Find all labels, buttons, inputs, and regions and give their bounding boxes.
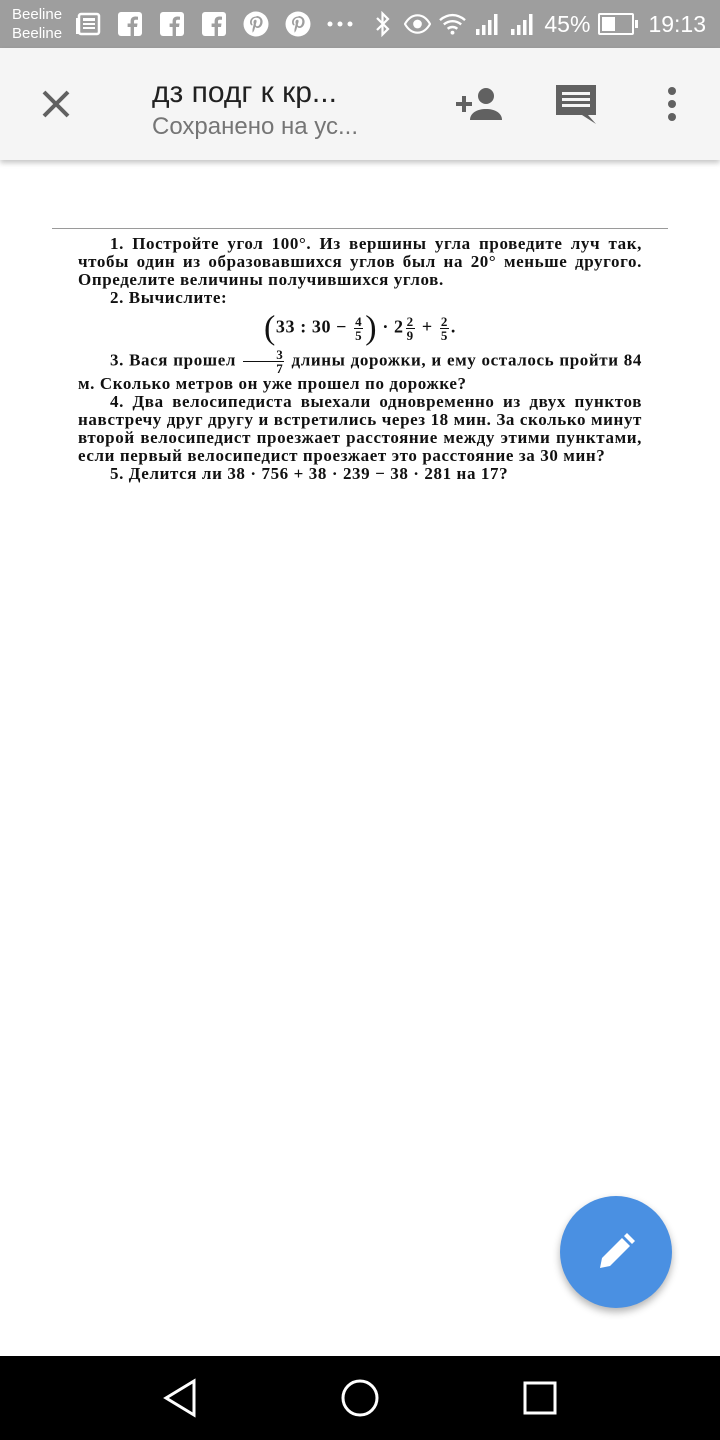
comment-icon <box>554 83 598 125</box>
navigation-bar <box>0 1356 720 1440</box>
news-icon <box>74 11 101 38</box>
share-button[interactable] <box>452 78 508 130</box>
clock: 19:13 <box>648 10 706 37</box>
close-button[interactable] <box>28 76 84 132</box>
document-text <box>52 235 668 483</box>
close-icon <box>41 89 71 119</box>
facebook-icon <box>200 11 227 38</box>
pinterest-icon <box>284 11 311 38</box>
page-top-rule <box>52 228 668 229</box>
document-page <box>52 228 668 483</box>
signal-icon <box>474 11 501 38</box>
fraction-denominator: 5 <box>355 328 363 343</box>
document-title: дз подг к кр... <box>152 76 337 109</box>
more-dots-icon <box>326 11 353 38</box>
task-3 <box>78 348 642 393</box>
add-person-icon <box>456 87 504 121</box>
task-2-formula <box>78 309 642 347</box>
fraction-2-9 <box>406 315 415 342</box>
recents-button[interactable] <box>516 1374 564 1422</box>
facebook-icon <box>116 11 143 38</box>
home-icon <box>340 1378 380 1418</box>
fraction-denominator: 9 <box>406 328 414 343</box>
task-3-end: длины дорожки, и ему осталось пройти 84 м. Сколько метров он уже прошел по дорожке? <box>78 350 642 393</box>
task-2-label: 2. Вычислите: <box>110 288 228 307</box>
signal-icon <box>509 11 536 38</box>
bluetooth-icon <box>369 11 396 38</box>
document-title-block[interactable] <box>152 74 412 142</box>
fraction-numerator: 2 <box>406 314 414 329</box>
task-1: 1. Постройте угол 100°. Из вершины угла проведите луч так, чтобы один из образовавшихся углов был на 20° меньше другого. Определите величины получившихся углов. <box>78 234 642 289</box>
pinterest-icon <box>242 11 269 38</box>
notification-icons <box>74 10 368 38</box>
task-4: 4. Два велосипедиста выехали одновременно из двух пунктов навстречу друг другу и встретились через 18 мин. За сколько минут второй велосипедист проезжает расстояние между этими пунктами, если первый велосипедист проезжает это расстояние за 30 мин? <box>78 392 642 465</box>
pencil-icon <box>596 1232 636 1272</box>
battery-percent: 45% <box>544 10 591 37</box>
formula-part-1: 33 : 30 − <box>275 316 348 337</box>
fraction-numerator: 4 <box>355 314 363 329</box>
task-3-start: 3. Вася прошел <box>110 350 237 370</box>
formula-end: . <box>450 316 457 337</box>
fraction-numerator: 2 <box>440 314 448 329</box>
carrier-label <box>12 5 62 43</box>
more-options-button[interactable] <box>644 78 700 130</box>
status-bar <box>0 0 720 48</box>
battery-fill <box>602 17 615 31</box>
edit-fab[interactable] <box>560 1196 672 1308</box>
formula-part-2: · 2 <box>382 316 404 337</box>
eye-icon <box>404 11 431 38</box>
task-5: 5. Делится ли 38 · 756 + 38 · 239 − 38 · 281 на 17? <box>110 464 509 483</box>
formula-close-paren: ) <box>365 309 378 347</box>
back-button[interactable] <box>156 1374 204 1422</box>
fraction-denominator: 7 <box>276 361 284 376</box>
fraction-denominator: 5 <box>440 328 448 343</box>
fraction-2-5 <box>440 315 449 342</box>
formula-part-3: + <box>421 316 433 337</box>
more-vert-icon <box>667 86 677 122</box>
carrier-2: Beeline <box>12 25 63 42</box>
fraction-4-5 <box>354 315 363 342</box>
battery-icon <box>598 13 634 35</box>
recents-icon <box>522 1380 558 1416</box>
app-toolbar <box>0 48 720 160</box>
carrier-1: Beeline <box>12 6 63 23</box>
home-button[interactable] <box>336 1374 384 1422</box>
back-icon <box>162 1378 198 1418</box>
fraction-numerator: 3 <box>243 348 284 362</box>
formula-open-paren: ( <box>263 309 276 347</box>
comments-button[interactable] <box>548 78 604 130</box>
save-status: Сохранено на ус... <box>152 113 358 140</box>
wifi-icon <box>439 11 466 38</box>
facebook-icon <box>158 11 185 38</box>
system-status <box>369 8 706 40</box>
fraction-3-7 <box>243 348 284 375</box>
